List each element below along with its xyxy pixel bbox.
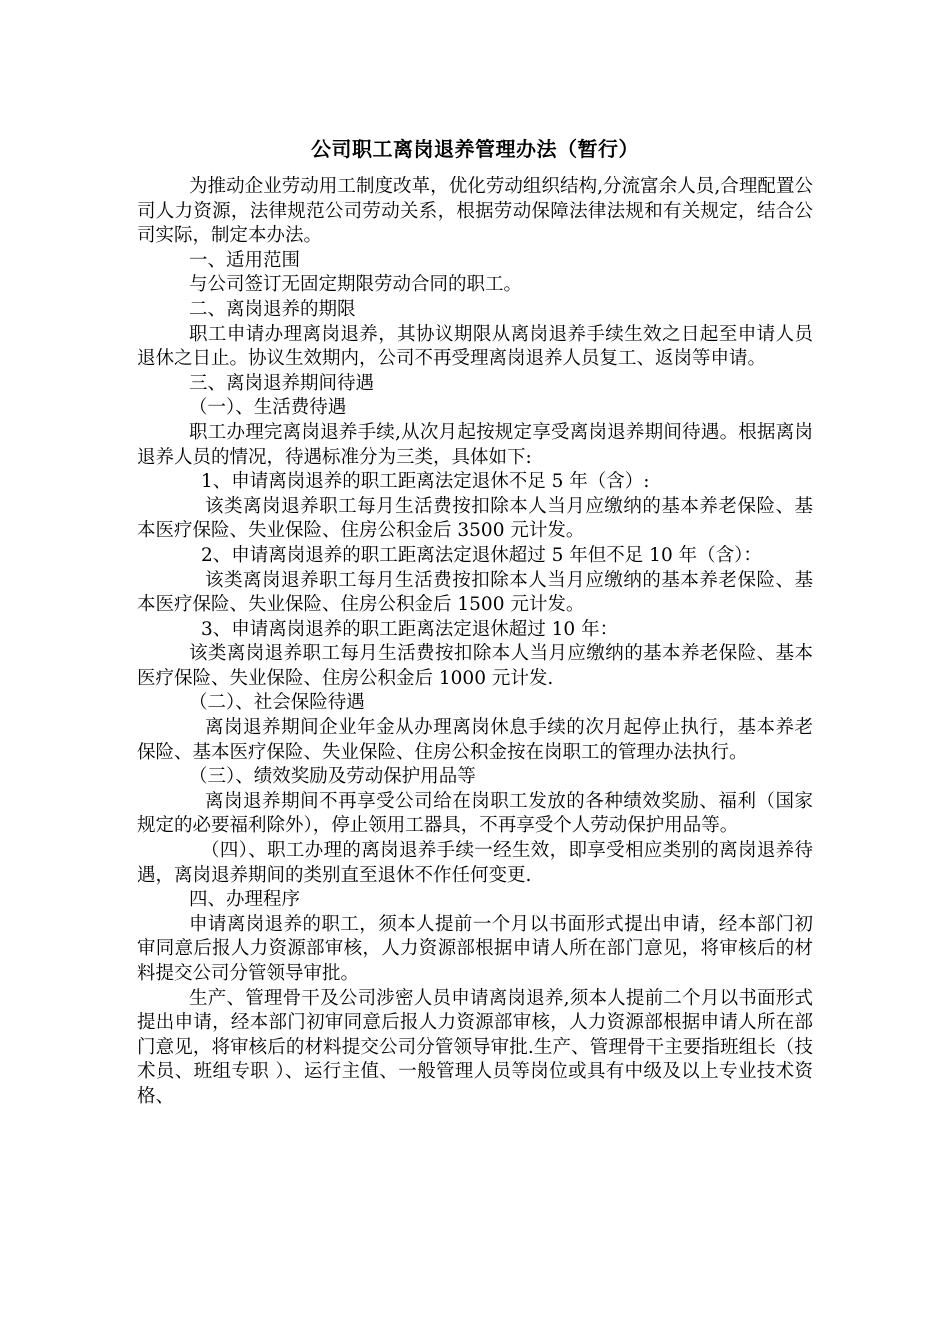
subsection-four-paragraph: （四）、职工办理的离岗退养手续一经生效，即享受相应类别的离岗退养待遇，离岗退养期间的类别直至退休不作任何变更. xyxy=(137,840,813,886)
social-insurance-paragraph: 离岗退养期间企业年金从办理离岗休息手续的次月起停止执行，基本养老保险、基本医疗保险、失业保险、住房公积金按在岗职工的管理办法执行。 xyxy=(137,717,813,763)
subsection-heading-living-allowance: （一）、生活费待遇 xyxy=(189,397,347,419)
category-2-paragraph: 该类离岗退养职工每月生活费按扣除本人当月应缴纳的基本养老保险、基本医疗保险、失业保险、住房公积金后 1500 元计发。 xyxy=(137,569,813,616)
section-heading-procedure: 四、办理程序 xyxy=(189,889,301,911)
living-allowance-paragraph: 职工办理完离岗退养手续,从次月起按规定享受离岗退养期间待遇。根据离岗退养人员的情况，待遇标准分为三类，具体如下: xyxy=(137,421,813,468)
subsection-heading-social-insurance: （二）、社会保险待遇 xyxy=(189,692,365,714)
procedure-paragraph-1: 申请离岗退养的职工，须本人提前一个月以书面形式提出申请，经本部门初审同意后报人力资源部审核，人力资源部根据申请人所在部门意见，将审核后的材料提交公司分管领导审批。 xyxy=(137,913,813,984)
document-title: 公司职工离岗退养管理办法（暂行） xyxy=(311,137,639,161)
category-3-paragraph: 该类离岗退养职工每月生活费按扣除本人当月应缴纳的基本养老保险、基本医疗保险、失业保险、住房公积金后 1000 元计发. xyxy=(137,643,813,689)
section-heading-period: 二、离岗退养的期限 xyxy=(189,298,356,320)
procedure-paragraph-2: 生产、管理骨干及公司涉密人员申请离岗退养,须本人提前二个月以书面形式提出申请，经本部门初审同意后报人力资源部审核，人力资源部根据申请人所在部门意见，将审核后的材料提交公司分管领导审批.生产、管理骨干主要指班组长（技术员、班组专职 ）、运行主值、一般管理人员等岗位或具有中级及以上专业技术资格、 xyxy=(137,987,813,1107)
category-1-paragraph: 该类离岗退养职工每月生活费按扣除本人当月应缴纳的基本养老保险、基本医疗保险、失业保险、住房公积金后 3500 元计发。 xyxy=(137,495,813,542)
subsection-heading-performance: （三）、绩效奖励及劳动保护用品等 xyxy=(189,766,476,788)
category-2-heading: 2、申请离岗退养的职工距离法定退休超过 5 年但不足 10 年（含）： xyxy=(201,544,762,566)
section-heading-scope: 一、适用范围 xyxy=(189,249,301,271)
category-1-heading: 1、申请离岗退养的职工距离法定退休不足 5 年（含）: xyxy=(201,471,650,493)
category-3-heading: 3、申请离岗退养的职工距离法定退休超过 10 年： xyxy=(201,618,619,640)
period-paragraph: 职工申请办理离岗退养，其协议期限从离岗退养手续生效之日起至申请人员退休之日止。协议生效期内，公司不再受理离岗退养人员复工、返岗等申请。 xyxy=(137,323,813,370)
intro-paragraph: 为推动企业劳动用工制度改革，优化劳动组织结构,分流富余人员,合理配置公司人力资源，法律规范公司劳动关系，根据劳动保障法律法规和有关规定，结合公司实际，制定本办法。 xyxy=(137,176,813,247)
document-body xyxy=(137,175,813,1110)
performance-paragraph: 离岗退养期间不再享受公司给在岗职工发放的各种绩效奖励、福利（国家规定的必要福利除外），停止领用工器具，不再享受个人劳动保护用品等。 xyxy=(137,790,813,837)
section-heading-benefits: 三、离岗退养期间待遇 xyxy=(189,372,375,394)
scope-paragraph: 与公司签订无固定期限劳动合同的职工。 xyxy=(189,274,523,296)
